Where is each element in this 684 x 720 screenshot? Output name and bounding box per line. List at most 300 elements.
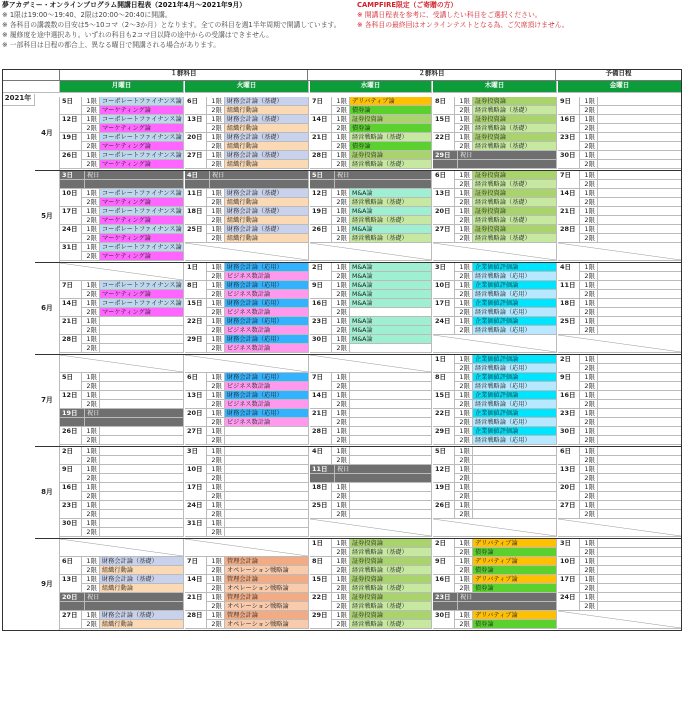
period-label: 2限 [82,308,100,317]
period-label: 2限 [580,308,598,317]
corner-cell [2,69,60,81]
period-label: 2限 [82,620,100,629]
subject-slot: マーケティング論 [100,106,184,115]
date-cell: 12日 [310,189,332,207]
period-label: 2限 [580,548,598,557]
period-label: 2限 [332,602,350,611]
period-label: 2限 [455,216,473,225]
subject-slot: コーポレートファイナンス論 [100,133,184,142]
period-label: 2限 [455,272,473,281]
date-cell: 12日 [60,115,82,133]
period-label: 2限 [580,160,598,169]
holiday-pad [85,602,184,611]
date-cell: 6日 [558,447,580,465]
date-cell: 9日 [60,465,82,483]
date-cell: 8日 [310,557,332,575]
month-label: 8月 [35,447,60,539]
reserve-slot [598,391,682,400]
subject-slot: デリバティブ論 [473,539,557,548]
subject-slot [100,528,184,537]
campfire-note: ※ 各科目の最終回はオンラインテストとなる為、ご欠席頂けません。 [357,21,569,29]
reserve-slot [598,427,682,436]
period-label: 1限 [455,317,473,326]
subject-slot [350,418,432,427]
subject-slot: 企業価値評価論 [473,409,557,418]
date-cell: 24日 [60,225,82,243]
period-label: 1限 [580,317,598,326]
date-cell: 5日 [433,447,455,465]
date-cell: 22日 [310,593,332,611]
period-label: 1限 [82,611,100,620]
date-cell: 2日 [433,539,455,557]
period-label: 1限 [207,611,225,620]
month-divider [35,630,682,631]
period-label: 2限 [580,272,598,281]
empty-slot [433,243,557,261]
corner-cell2 [2,81,60,93]
subject-slot: マーケティング論 [100,308,184,317]
subject-slot: M&A論 [350,263,432,272]
date-cell: 31日 [185,519,207,537]
period-label: 2限 [455,290,473,299]
subject-slot: 財務会計論（基礎） [100,557,184,566]
period-label: 1限 [580,373,598,382]
subject-slot: 経営戦略論（応用） [473,326,557,335]
period-label: 1限 [580,593,598,602]
date-cell: 7日 [310,373,332,391]
date-pad [60,602,85,611]
period-label: 1限 [207,317,225,326]
day-header: 月曜日 [60,81,184,93]
subject-slot: 経営戦略論（応用） [473,400,557,409]
period-label: 1限 [455,299,473,308]
reserve-slot [598,575,682,584]
period-label: 2限 [580,584,598,593]
subject-slot [100,436,184,445]
empty-slot [558,519,682,537]
subject-slot [225,483,309,492]
period-label: 1限 [580,355,598,364]
empty-slot [310,519,432,537]
subject-slot: 財務会計論（応用） [225,281,309,290]
date-cell: 23日 [558,409,580,427]
period-label: 1限 [455,373,473,382]
subject-slot: オペレーション戦略論 [225,566,309,575]
note-line: ※ 履修度を途中選択あり。いずれの科目も2コマ目以降の途中からの受講はできません。 [2,31,273,39]
subject-slot: M&A論 [350,207,432,216]
subject-slot [225,528,309,537]
subject-slot [473,510,557,519]
date-cell: 25日 [310,501,332,519]
date-cell: 24日 [433,317,455,335]
subject-slot: 財務会計論（基礎） [225,189,309,198]
date-cell: 21日 [310,409,332,427]
holiday-cell: 祝日 [85,171,184,180]
subject-slot: 財務会計論（基礎） [100,611,184,620]
period-label: 1限 [82,447,100,456]
subject-slot [350,483,432,492]
period-label: 1限 [580,189,598,198]
period-label: 1限 [82,427,100,436]
subject-slot [100,465,184,474]
period-label: 1限 [455,133,473,142]
subject-slot [100,456,184,465]
period-label: 1限 [82,189,100,198]
empty-slot [185,243,309,261]
period-label: 1限 [207,391,225,400]
subject-slot: 経営戦略論（基礎） [473,180,557,189]
period-label: 1限 [207,465,225,474]
subject-slot: 証券投資論 [350,593,432,602]
period-label: 1限 [455,207,473,216]
period-label: 2限 [207,510,225,519]
period-label: 1限 [580,133,598,142]
date-cell: 8日 [433,373,455,391]
period-label: 1限 [580,115,598,124]
subject-slot: M&A論 [350,299,432,308]
subject-slot [350,501,432,510]
period-label: 1限 [82,281,100,290]
period-label: 1限 [580,501,598,510]
date-cell: 3日 [558,539,580,557]
subject-slot: マーケティング論 [100,160,184,169]
period-label: 2限 [82,400,100,409]
empty-slot [310,243,432,261]
subject-slot: 財務会計論（応用） [225,373,309,382]
reserve-slot [598,465,682,474]
page-title: 夢アカデミー・オンラインプログラム開講日程表（2021年4月～2021年9月） [2,1,247,9]
period-label: 1限 [455,171,473,180]
date-cell: 6日 [60,557,82,575]
period-label: 1限 [580,263,598,272]
reserve-slot [598,436,682,445]
subject-slot [100,483,184,492]
period-label: 2限 [455,620,473,629]
day-header: 火曜日 [185,81,309,93]
empty-slot [433,519,557,537]
period-label: 2限 [332,160,350,169]
empty-slot [558,335,682,353]
subject-slot [350,447,432,456]
period-label: 2限 [207,198,225,207]
date-cell: 13日 [60,575,82,593]
subject-slot: 証券投資論 [473,115,557,124]
period-label: 1限 [580,575,598,584]
period-label: 1限 [82,317,100,326]
reserve-slot [598,151,682,160]
date-cell: 12日 [60,391,82,409]
subject-slot [473,474,557,483]
subject-slot: 財務会計論（応用） [225,317,309,326]
period-label: 1限 [82,519,100,528]
period-label: 2限 [332,382,350,391]
date-cell: 9日 [558,373,580,391]
period-label: 2限 [580,400,598,409]
period-label: 1限 [207,483,225,492]
subject-slot: 財務会計論（基礎） [225,225,309,234]
subject-slot: 債券論 [473,566,557,575]
subject-slot: 経営戦略論（基礎） [473,234,557,243]
period-label: 2限 [207,566,225,575]
period-label: 2限 [82,198,100,207]
period-label: 2限 [580,418,598,427]
date-cell: 23日 [310,317,332,335]
subject-slot: 経営戦略論（応用） [473,382,557,391]
date-cell: 20日 [558,483,580,501]
subject-slot [473,456,557,465]
period-label: 2限 [580,198,598,207]
period-label: 2限 [332,436,350,445]
subject-slot: 経営戦略論（基礎） [350,133,432,142]
date-cell: 25日 [558,317,580,335]
subject-slot [100,492,184,501]
holiday-pad [458,160,557,169]
date-cell: 30日 [433,611,455,629]
period-label: 1限 [82,373,100,382]
date-cell: 18日 [185,207,207,225]
date-cell: 24日 [185,501,207,519]
period-label: 2限 [207,106,225,115]
date-cell: 13日 [185,391,207,409]
empty-slot [558,243,682,261]
date-cell: 9日 [558,97,580,115]
subject-slot: 組織行動論 [100,620,184,629]
period-label: 2限 [580,492,598,501]
subject-slot: 組織行動論 [225,198,309,207]
date-cell: 23日 [433,593,458,602]
reserve-slot [598,263,682,272]
date-pad [310,180,335,189]
date-cell: 28日 [185,611,207,629]
period-label: 2限 [455,400,473,409]
date-cell: 20日 [185,133,207,151]
reserve-slot [598,483,682,492]
subject-slot: 債券論 [473,620,557,629]
subject-slot [473,492,557,501]
period-label: 1限 [207,447,225,456]
date-cell: 26日 [60,151,82,169]
date-cell: 1日 [310,539,332,557]
reserve-slot [598,115,682,124]
reserve-slot [598,216,682,225]
date-cell: 10日 [433,281,455,299]
subject-slot: コーポレートファイナンス論 [100,207,184,216]
date-cell: 27日 [60,611,82,629]
reserve-slot [598,281,682,290]
subject-slot: M&A論 [350,335,432,344]
month-label: 5月 [35,171,60,263]
subject-slot [350,373,432,382]
reserve-slot [598,207,682,216]
subject-slot: 証券投資論 [350,115,432,124]
period-label: 1限 [332,299,350,308]
subject-slot [225,474,309,483]
date-pad [185,180,210,189]
period-label: 2限 [207,124,225,133]
period-label: 1限 [580,299,598,308]
period-label: 2限 [82,528,100,537]
period-label: 2限 [207,492,225,501]
period-label: 1限 [332,335,350,344]
period-label: 1限 [332,317,350,326]
date-cell: 13日 [433,189,455,207]
period-label: 1限 [332,97,350,106]
subject-slot: ビジネス数計論 [225,400,309,409]
subject-slot: 財務会計論（基礎） [100,575,184,584]
period-label: 2限 [455,382,473,391]
subject-slot: 企業価値評価論 [473,355,557,364]
date-cell: 30日 [558,427,580,445]
date-cell: 17日 [433,299,455,317]
subject-slot: 企業価値評価論 [473,373,557,382]
period-label: 2限 [207,234,225,243]
period-label: 1限 [207,151,225,160]
period-label: 1限 [455,391,473,400]
subject-slot: 企業価値評価論 [473,317,557,326]
period-label: 2限 [82,290,100,299]
subject-slot: M&A論 [350,189,432,198]
holiday-pad [85,418,184,427]
date-cell: 7日 [310,97,332,115]
date-cell: 11日 [310,465,335,474]
period-label: 2限 [82,216,100,225]
subject-slot: 財務会計論（応用） [225,299,309,308]
subject-slot: 管理会計論 [225,611,309,620]
period-label: 1限 [332,373,350,382]
subject-slot [225,447,309,456]
date-cell: 6日 [185,97,207,115]
subject-slot [350,436,432,445]
period-label: 1限 [82,133,100,142]
holiday-cell: 祝日 [458,151,557,160]
subject-slot: コーポレートファイナンス論 [100,189,184,198]
period-label: 1限 [455,611,473,620]
subject-slot: 経営戦略論（基礎） [350,620,432,629]
subject-slot: 財務会計論（応用） [225,409,309,418]
period-label: 2限 [82,566,100,575]
subject-slot: 証券投資論 [473,171,557,180]
date-cell: 10日 [558,557,580,575]
date-cell: 8日 [433,97,455,115]
date-cell: 5日 [310,171,335,180]
period-label: 2限 [207,382,225,391]
period-label: 1限 [455,557,473,566]
period-label: 1限 [455,97,473,106]
period-label: 2限 [455,584,473,593]
subject-slot: マーケティング論 [100,290,184,299]
period-label: 1限 [207,133,225,142]
subject-slot [100,317,184,326]
reserve-slot [598,557,682,566]
subject-slot: 組織行動論 [100,566,184,575]
reserve-slot [598,400,682,409]
subject-slot [225,501,309,510]
period-label: 2限 [332,106,350,115]
period-label: 1限 [82,335,100,344]
date-cell: 16日 [558,391,580,409]
subject-slot [100,326,184,335]
period-label: 1限 [207,575,225,584]
period-label: 1限 [82,225,100,234]
period-label: 1限 [580,207,598,216]
subject-slot: コーポレートファイナンス論 [100,225,184,234]
period-label: 2限 [82,142,100,151]
period-label: 2限 [455,548,473,557]
subject-slot: オペレーション戦略論 [225,602,309,611]
period-label: 2限 [455,418,473,427]
subject-slot: 財務会計論（応用） [225,263,309,272]
period-label: 1限 [455,115,473,124]
period-label: 2限 [580,106,598,115]
period-label: 2限 [207,620,225,629]
period-label: 2限 [82,584,100,593]
subject-slot: 財務会計論（応用） [225,335,309,344]
subject-slot: マーケティング論 [100,124,184,133]
date-cell: 19日 [60,133,82,151]
subject-slot [350,510,432,519]
period-label: 2限 [207,418,225,427]
subject-slot: 管理会計論 [225,557,309,566]
period-label: 2限 [82,344,100,353]
subject-slot: 経営戦略論（基礎） [350,602,432,611]
subject-slot [225,427,309,436]
period-label: 1限 [455,465,473,474]
reserve-slot [598,106,682,115]
holiday-cell: 祝日 [335,171,432,180]
period-label: 2限 [580,234,598,243]
period-label: 1限 [332,189,350,198]
subject-slot [100,447,184,456]
reserve-slot [598,456,682,465]
date-cell: 7日 [558,171,580,189]
subject-slot [225,456,309,465]
period-label: 1限 [332,151,350,160]
date-cell: 15日 [433,115,455,133]
empty-slot [185,539,309,557]
period-label: 2限 [455,180,473,189]
date-cell: 12日 [433,465,455,483]
subject-slot: 企業価値評価論 [473,299,557,308]
period-label: 1限 [82,97,100,106]
date-cell: 15日 [185,299,207,317]
subject-slot [350,391,432,400]
period-label: 1限 [207,263,225,272]
date-cell: 10日 [185,465,207,483]
period-label: 2限 [332,216,350,225]
year-label: 2021年 [2,94,35,106]
date-pad [310,474,335,483]
period-label: 2限 [455,436,473,445]
period-label: 2限 [580,510,598,519]
subject-slot: 経営戦略論（基礎） [473,216,557,225]
period-label: 2限 [580,364,598,373]
period-label: 2限 [332,400,350,409]
subject-slot: オペレーション戦略論 [225,620,309,629]
subject-slot: 経営戦略論（基礎） [473,106,557,115]
date-cell: 25日 [185,225,207,243]
period-label: 2限 [207,400,225,409]
subject-slot: 財務会計論（基礎） [225,151,309,160]
date-cell: 4日 [185,171,210,180]
period-label: 2限 [207,602,225,611]
period-label: 2限 [207,142,225,151]
date-cell: 16日 [433,575,455,593]
empty-slot [310,355,432,373]
note-line: ※ 一部科目は日程の都合上、異なる曜日で開講される場合があります。 [2,41,221,49]
subject-slot: 証券投資論 [473,133,557,142]
period-label: 1限 [580,171,598,180]
period-label: 2限 [455,308,473,317]
